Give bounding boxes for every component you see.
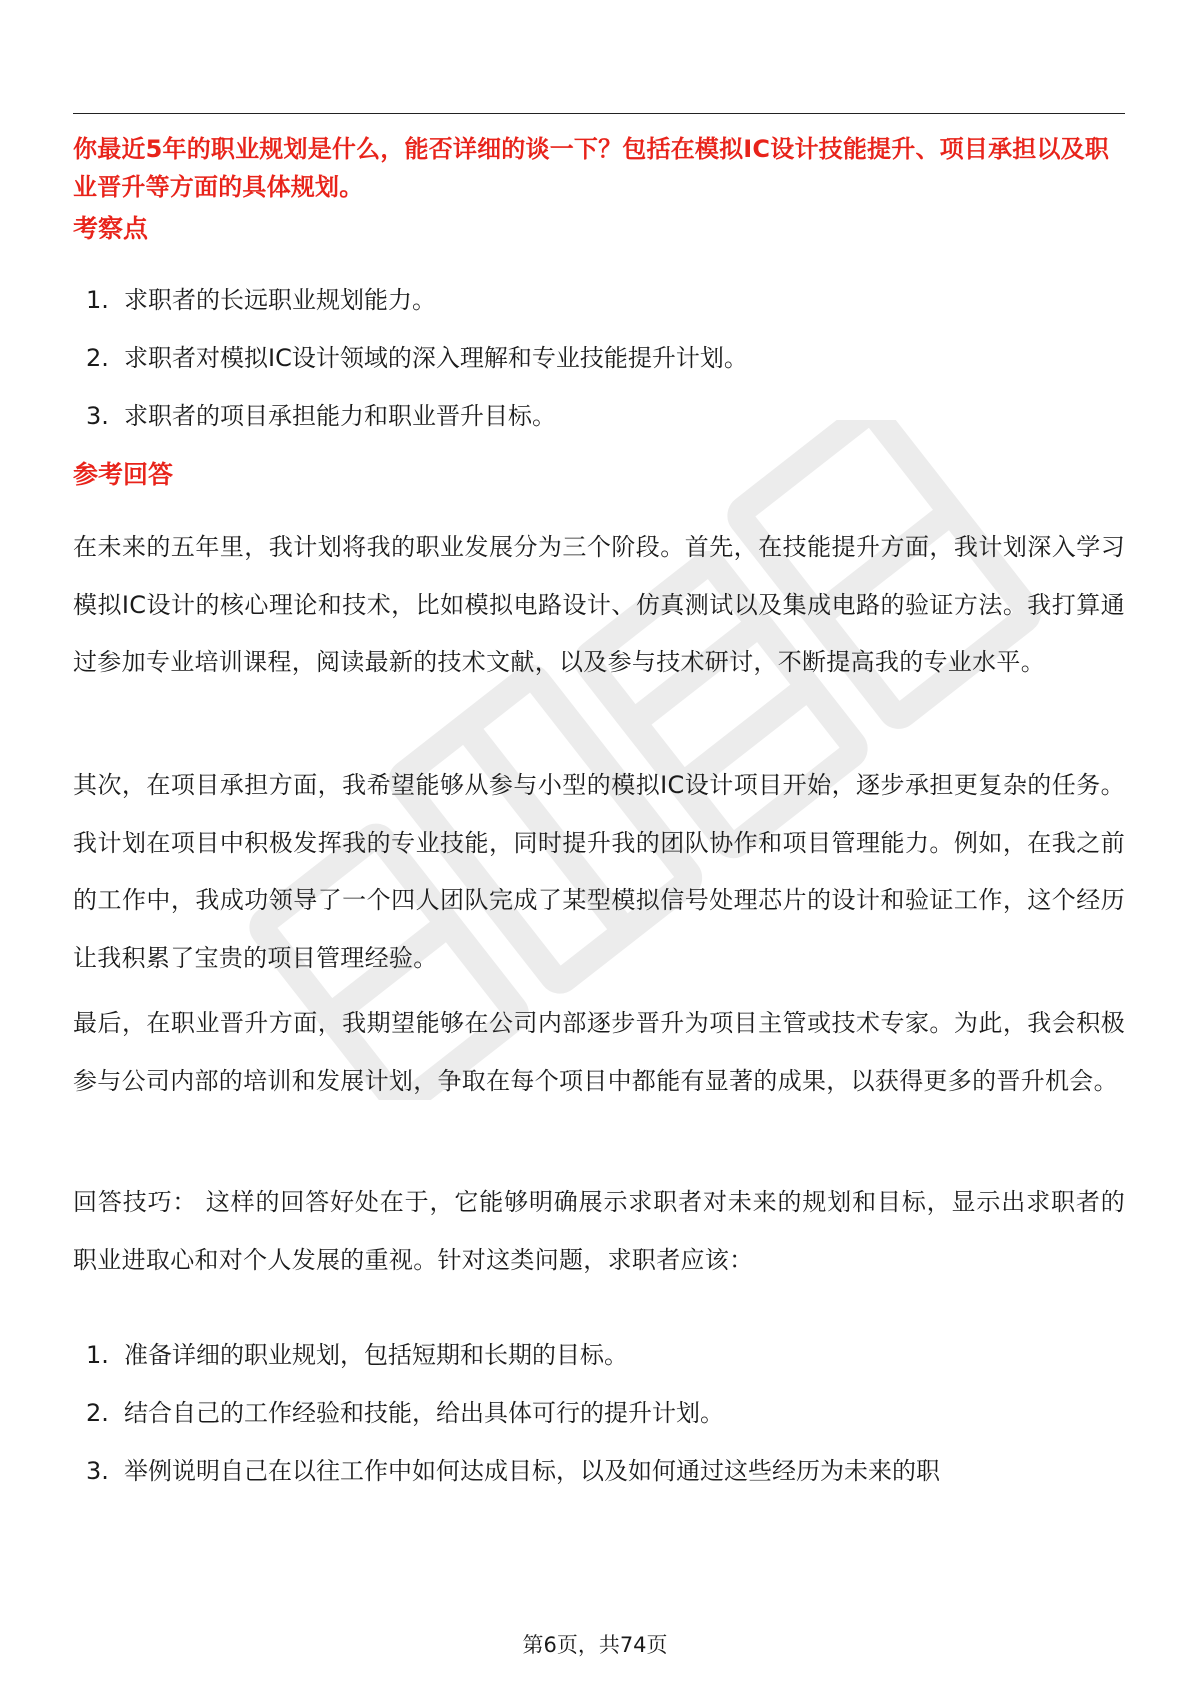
list-item <box>73 329 1125 387</box>
tips-list <box>73 1326 1125 1500</box>
list-item <box>73 1442 1125 1500</box>
answer-heading: 参考回答 <box>73 460 174 489</box>
list-number: 1. <box>86 1341 109 1369</box>
focus-heading: 考察点 <box>73 214 149 243</box>
list-text: 结合自己的工作经验和技能，给出具体可行的提升计划。 <box>124 1399 724 1427</box>
list-text: 求职者对模拟IC设计领域的深入理解和专业技能提升计划。 <box>124 344 748 372</box>
question-text: 你最近5年的职业规划是什么，能否详细的谈一下？包括在模拟IC设计技能提升、项目承担以及职业晋升等方面的具体规划。 <box>73 135 1110 201</box>
answer-tips-paragraph: 回答技巧： 这样的回答好处在于，它能够明确展示求职者对未来的规划和目标，显示出求职者的职业进取心和对个人发展的重视。针对这类问题，求职者应该： <box>73 1188 1125 1274</box>
focus-list <box>73 271 1125 445</box>
answer-paragraph-3: 最后，在职业晋升方面，我期望能够在公司内部逐步晋升为项目主管或技术专家。为此，我会积极参与公司内部的培训和发展计划，争取在每个项目中都能有显著的成果，以获得更多的晋升机会。 <box>73 1009 1125 1095</box>
list-number: 1. <box>86 286 109 314</box>
list-text: 举例说明自己在以往工作中如何达成目标，以及如何通过这些经历为未来的职 <box>124 1457 940 1485</box>
list-item <box>73 1384 1125 1442</box>
list-number: 2. <box>86 344 109 372</box>
list-number: 2. <box>86 1399 109 1427</box>
list-text: 求职者的长远职业规划能力。 <box>124 286 436 314</box>
answer-paragraph-1: 在未来的五年里，我计划将我的职业发展分为三个阶段。首先，在技能提升方面，我计划深入学习模拟IC设计的核心理论和技术，比如模拟电路设计、仿真测试以及集成电路的验证方法。我打算通过参加专业培训课程，阅读最新的技术文献，以及参与技术研讨，不断提高我的专业水平。 <box>73 533 1125 676</box>
list-text: 求职者的项目承担能力和职业晋升目标。 <box>124 402 556 430</box>
list-number: 3. <box>86 1457 109 1485</box>
answer-paragraph-2: 其次，在项目承担方面，我希望能够从参与小型的模拟IC设计项目开始，逐步承担更复杂的任务。我计划在项目中积极发挥我的专业技能，同时提升我的团队协作和项目管理能力。例如，在我之前的工作中，我成功领导了一个四人团队完成了某型模拟信号处理芯片的设计和验证工作，这个经历让我积累了宝贵的项目管理经验。 <box>73 771 1125 972</box>
page-number-footer: 第6页，共74页 <box>522 1633 668 1657</box>
list-text: 准备详细的职业规划，包括短期和长期的目标。 <box>124 1341 628 1369</box>
list-item <box>73 387 1125 445</box>
list-item <box>73 271 1125 329</box>
top-divider <box>73 113 1125 114</box>
list-item <box>73 1326 1125 1384</box>
list-number: 3. <box>86 402 109 430</box>
